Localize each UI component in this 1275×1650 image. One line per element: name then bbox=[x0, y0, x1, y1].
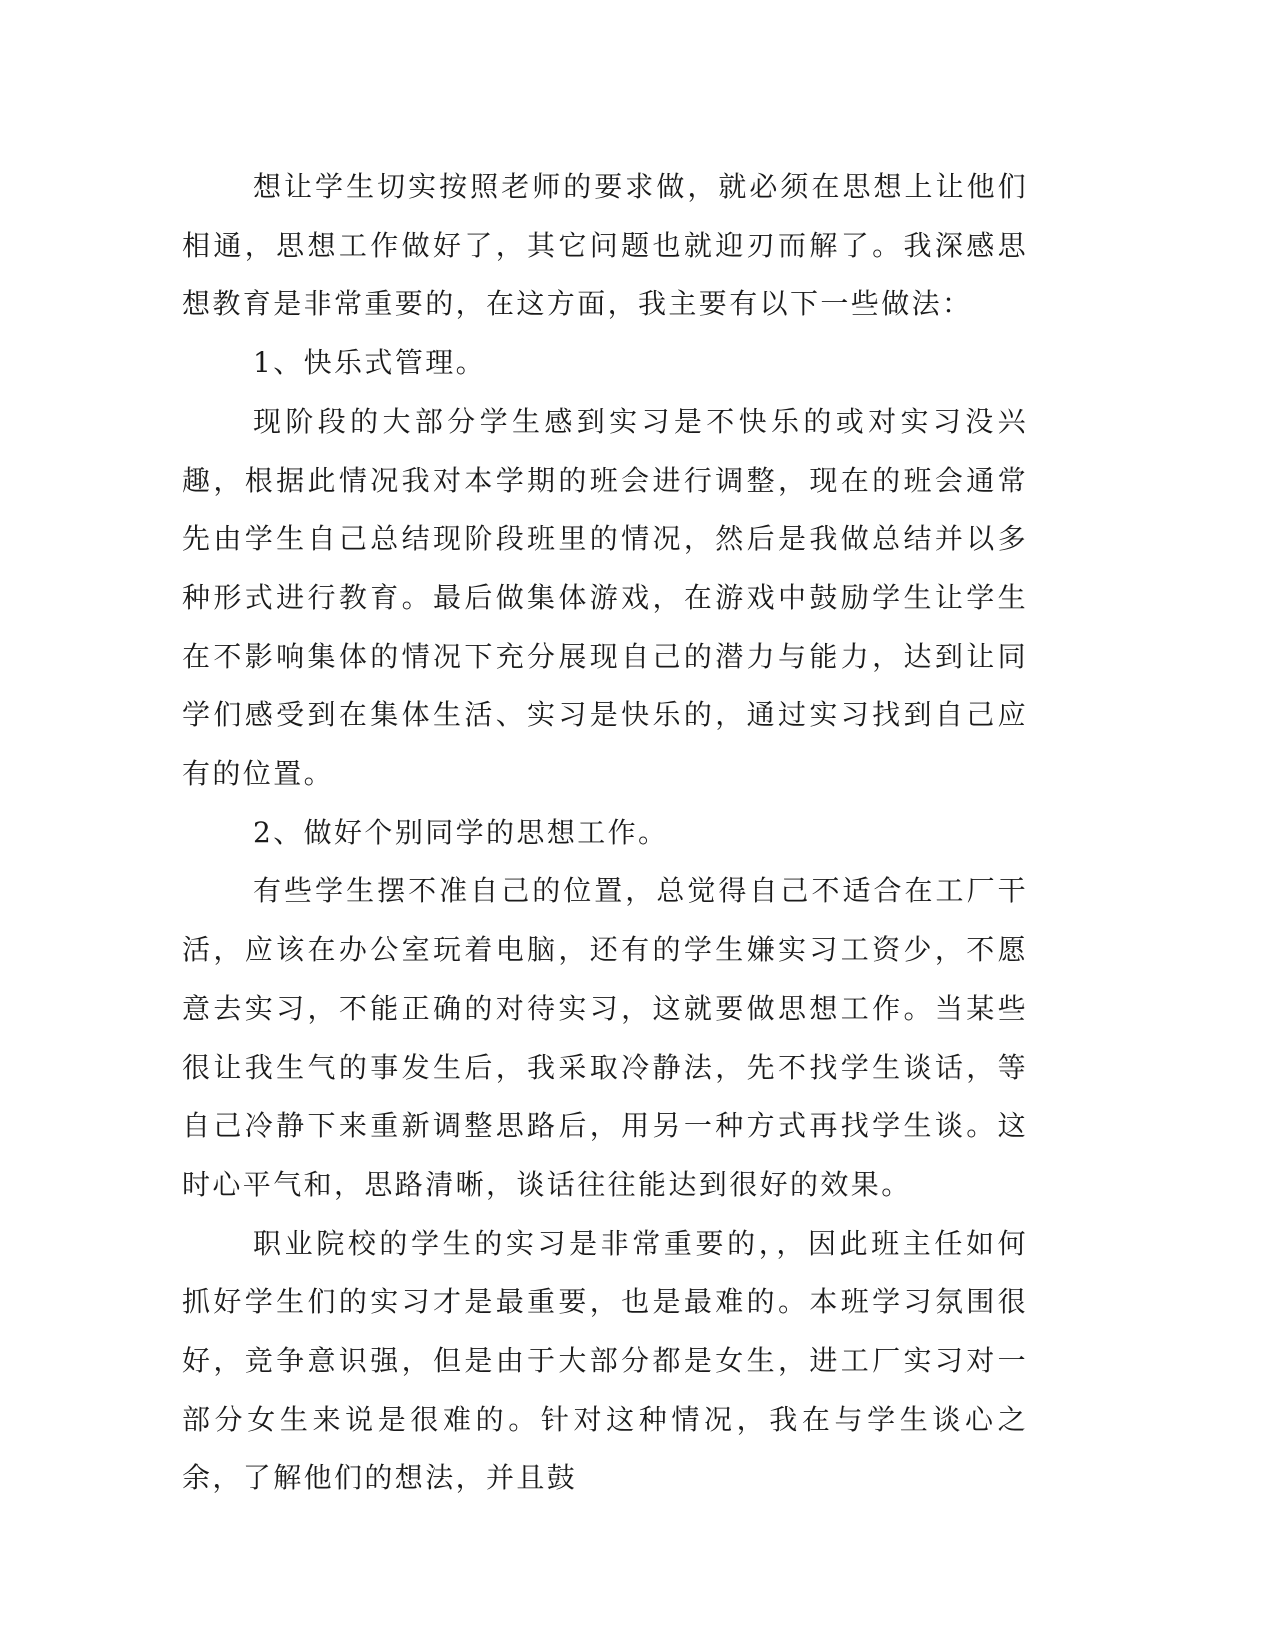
paragraph-vocational-internship: 职业院校的学生的实习是非常重要的，，因此班主任如何抓好学生们的实习才是最重要，也是最难的。本班学习氛围很好，竞争意识强，但是由于大部分都是女生，进工厂实习对一部分女生来说是很难的。针对这种情况，我在与学生谈心之余，了解他们的想法，并且鼓 bbox=[182, 1226, 1028, 1495]
paragraph-thought-work-intro: 想让学生切实按照老师的要求做，就必须在思想上让他们相通，思想工作做好了，其它问题也就迎刃而解了。我深感思想教育是非常重要的，在这方面，我主要有以下一些做法： bbox=[182, 170, 1028, 321]
heading-happy-management: 1、快乐式管理。 bbox=[253, 346, 487, 380]
paragraph-happy-management: 现阶段的大部分学生感到实习是不快乐的或对实习没兴趣，根据此情况我对本学期的班会进行调整，现在的班会通常先由学生自己总结现阶段班里的情况，然后是我做总结并以多种形式进行教育。最后做集体游戏，在游戏中鼓励学生让学生在不影响集体的情况下充分展现自己的潜力与能力，达到让同学们感受到在集体生活、实习是快乐的，通过实习找到自己应有的位置。 bbox=[182, 404, 1028, 791]
document-body bbox=[182, 158, 1028, 1508]
paragraph-individual-thought-work: 有些学生摆不准自己的位置，总觉得自己不适合在工厂干活，应该在办公室玩着电脑，还有的学生嫌实习工资少，不愿意去实习，不能正确的对待实习，这就要做思想工作。当某些很让我生气的事发生后，我采取冷静法，先不找学生谈话，等自己冷静下来重新调整思路后，用另一种方式再找学生谈。这时心平气和，思路清晰，谈话往往能达到很好的效果。 bbox=[182, 874, 1028, 1201]
heading-individual-thought-work: 2、做好个别同学的思想工作。 bbox=[253, 815, 669, 849]
